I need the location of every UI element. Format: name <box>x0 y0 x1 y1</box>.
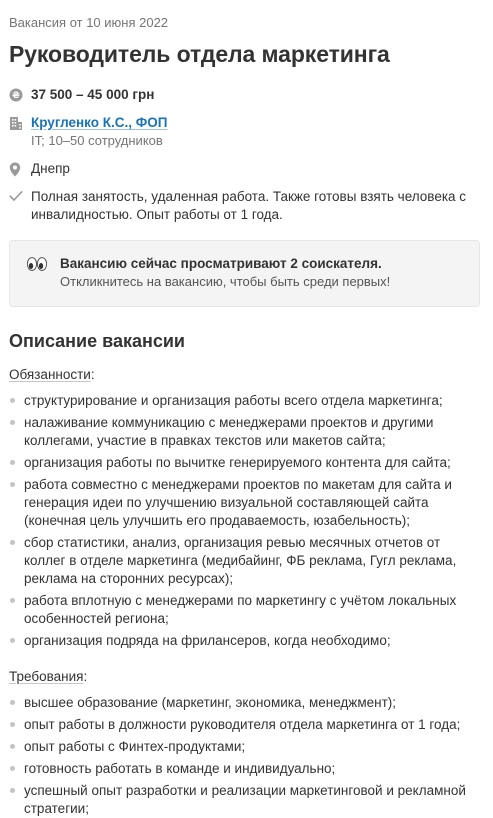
conditions-value: Полная занятость, удаленная работа. Также готовы взять человека с инвалидностью. Опыт работы от 1 года. <box>31 189 467 222</box>
salary-row <box>9 86 480 104</box>
conditions-row <box>9 188 480 224</box>
list-item: работа вплотную с менеджерами по маркетингу с учётом локальных особенностей региона; <box>9 592 480 628</box>
list-item: работа совместно с менеджерами проектов по макетам для сайта и генерация идеи по улучшению визуальной составляющей сайта (конечная цель улучшить его продаваемость, юзабельность); <box>9 476 480 530</box>
vacancy-page <box>0 15 493 816</box>
list-item: готовность работать в команде и индивидуально; <box>9 760 480 778</box>
vacancy-title: Руководитель отдела маркетинга <box>9 41 390 67</box>
vacancy-date: Вакансия от 10 июня 2022 <box>9 15 169 30</box>
list-item: структурирование и организация работы всего отдела маркетинга; <box>9 392 480 410</box>
location-pin-icon <box>9 160 31 177</box>
list-item: успешный опыт разработки и реализации маркетинговой и рекламной стратегии; <box>9 782 480 818</box>
viewers-notice <box>9 240 480 307</box>
list-item: опыт работы с Финтех-продуктами; <box>9 738 480 756</box>
svg-text:₴: ₴ <box>12 91 20 102</box>
company-row <box>9 114 480 150</box>
eyes-icon <box>26 255 60 277</box>
list-item: налаживание коммуникацию с менеджерами проектов и другими коллегами, участие в правках текстов или макетов сайта; <box>9 414 480 450</box>
requirements-heading: Требования: <box>9 669 88 684</box>
city-value: Днепр <box>31 161 70 176</box>
salary-value: 37 500 – 45 000 грн <box>31 87 155 102</box>
requirements-label: Требования <box>9 669 84 684</box>
duties-list <box>9 392 480 650</box>
list-item: опыт работы в должности руководителя отдела маркетинга от 1 года; <box>9 716 480 734</box>
list-item: высшее образование (маркетинг, экономика, менеджмент); <box>9 694 480 712</box>
building-icon <box>9 114 31 131</box>
duties-label: Обязанности <box>9 367 91 382</box>
coin-icon <box>9 86 31 102</box>
list-item: организация подряда на фрилансеров, когда необходимо; <box>9 632 480 650</box>
city-row <box>9 160 480 178</box>
checkmark-icon <box>9 188 31 202</box>
duties-heading: Обязанности: <box>9 367 95 382</box>
company-info: IT; 10–50 сотрудников <box>31 133 163 148</box>
company-link[interactable]: Кругленко К.С., ФОП <box>31 115 168 130</box>
requirements-list <box>9 694 480 818</box>
list-item: организация работы по вычитке генерируемого контента для сайта; <box>9 454 480 472</box>
list-item: сбор статистики, анализ, организация ревью месячных отчетов от коллег в отделе маркетинга (медибайинг, ФБ реклама, Гугл реклама, реклама на сторонних ресурсах); <box>9 534 480 588</box>
vacancy-facts <box>9 86 480 224</box>
notice-title: Вакансию сейчас просматривают 2 соискателя. <box>60 256 382 271</box>
notice-subtitle: Откликнитесь на вакансию, чтобы быть среди первых! <box>60 274 391 289</box>
description-heading: Описание вакансии <box>9 331 186 351</box>
